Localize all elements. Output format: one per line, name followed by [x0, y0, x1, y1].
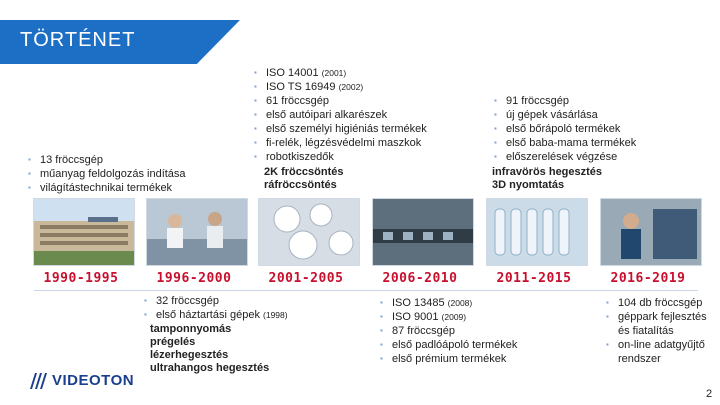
list-item: ▪ első prémium termékek	[378, 352, 517, 366]
list-item: ▪ új gépek vásárlása	[492, 108, 636, 122]
list-item: ▪ robotkiszedők	[252, 150, 427, 164]
list-item: ▪ műanyag feldolgozás indítása	[26, 167, 186, 181]
list-item: ▪ első autóipari alkarészek	[252, 108, 427, 122]
company-logo	[28, 372, 134, 389]
list-item: ▪ 13 fröccsgép	[26, 153, 186, 167]
year-2006-2010: 2006-2010	[382, 271, 458, 286]
tech-list-1996-2000	[150, 323, 269, 375]
videoton-logo-icon	[28, 373, 48, 389]
molded-parts-photo	[258, 198, 360, 266]
list-item: ▪ első bőrápoló termékek	[492, 122, 636, 136]
list-item: ▪ 32 fröccsgép	[142, 294, 288, 308]
tech-item: 2K fröccsöntés	[264, 166, 344, 178]
list-item: ▪ 61 fröccsgép	[252, 94, 427, 108]
year-1990-1995: 1990-1995	[43, 271, 119, 286]
list-item: ▪ világítástechnikai termékek	[26, 181, 186, 195]
logo-text: VIDEOTON	[52, 372, 135, 389]
tech-list-2001-2005	[264, 166, 343, 192]
tech-item: tamponnyomás	[150, 323, 232, 335]
factory-building-photo	[33, 198, 135, 266]
list-item: ▪ 104 db fröccsgép	[604, 296, 710, 310]
list-item: ▪ fi-relék, légzésvédelmi maszkok	[252, 136, 427, 150]
list-item: ▪ első padlóápoló termékek	[378, 338, 517, 352]
list-item: ▪ első háztartási gépek (1998)	[142, 308, 288, 322]
list-item: ▪ ISO 13485 (2008)	[378, 296, 517, 310]
timeline-line	[34, 290, 698, 291]
list-2016-2019	[604, 296, 710, 366]
list-item: ▪ 87 fröccsgép	[378, 324, 517, 338]
year-1996-2000: 1996-2000	[156, 271, 232, 286]
tech-item: lézerhegesztés	[150, 349, 229, 361]
list-item: ▪ 91 fröccsgép	[492, 94, 636, 108]
list-1996-2000	[142, 294, 288, 322]
list-2011-2015	[492, 94, 636, 164]
list-item: ▪ ISO TS 16949 (2002)	[252, 80, 427, 94]
tech-item: infravörös hegesztés	[492, 166, 603, 178]
list-item: ▪ előszerelések végzése	[492, 150, 636, 164]
list-item: ▪ első baba-mama termékek	[492, 136, 636, 150]
year-2001-2005: 2001-2005	[268, 271, 344, 286]
tech-list-2011-2015	[492, 166, 602, 192]
tech-item: prégelés	[150, 336, 196, 348]
tech-item: ultrahangos hegesztés	[150, 362, 270, 374]
list-2001-2005	[252, 66, 427, 164]
list-item: ▪ géppark fejlesztés és fiatalítás	[604, 310, 710, 338]
tech-item: ráfröccsöntés	[264, 179, 337, 191]
machine-operator-photo	[600, 198, 702, 266]
list-item: ▪ ISO 14001 (2001)	[252, 66, 427, 80]
page-number: 2	[706, 388, 713, 400]
page-title: TÖRTÉNET	[20, 29, 136, 51]
list-1990-1995	[26, 153, 186, 195]
year-2016-2019: 2016-2019	[610, 271, 686, 286]
list-2006-2010	[378, 296, 517, 366]
list-item: ▪ ISO 9001 (2009)	[378, 310, 517, 324]
tech-item: 3D nyomtatás	[492, 179, 565, 191]
list-item: ▪ első személyi higiéniás termékek	[252, 122, 427, 136]
plastic-components-photo	[486, 198, 588, 266]
list-item: ▪ on-line adatgyűjtő rendszer	[604, 338, 710, 366]
workers-photo-1	[146, 198, 248, 266]
year-2011-2015: 2011-2015	[496, 271, 572, 286]
assembly-line-photo	[372, 198, 474, 266]
